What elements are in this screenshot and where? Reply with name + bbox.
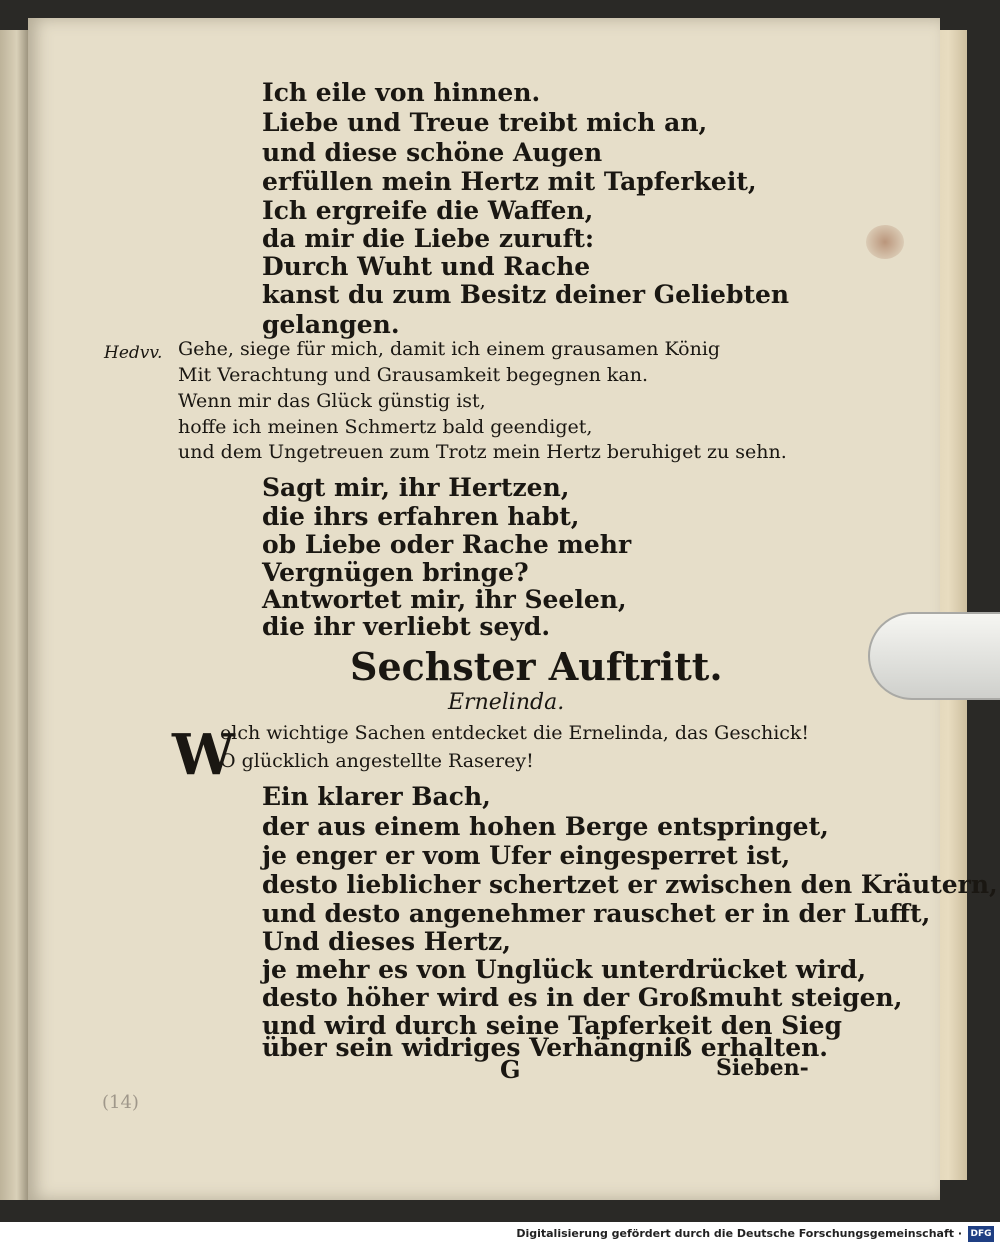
verse-line: je enger er vom Ufer eingesperret ist,: [262, 841, 791, 870]
verse-line: die ihrs erfahren habt,: [262, 502, 580, 531]
verse-line: und wird durch seine Tapferkeit den Sieg: [262, 1011, 843, 1040]
left-page-edge: [0, 30, 28, 1200]
verse-line: über sein widriges Verhängniß erhalten.: [262, 1033, 828, 1062]
speaker-label: Hedvv.: [104, 343, 163, 363]
verse-line: kanst du zum Besitz deiner Geliebten: [262, 280, 790, 309]
speech-line: elch wichtige Sachen entdecket die Ernelinda, das Geschick!: [220, 722, 810, 744]
verse-line: desto lieblicher schertzet er zwischen den Kräutern,: [262, 870, 998, 899]
speech-line: und dem Ungetreuen zum Trotz mein Hertz beruhiget zu sehn.: [178, 441, 787, 463]
catchword: Sieben-: [716, 1055, 809, 1081]
verse-line: Ich ergreife die Waffen,: [262, 196, 594, 225]
verse-line: Antwortet mir, ihr Seelen,: [262, 585, 627, 614]
speech-line: Gehe, siege für mich, damit ich einem grausamen König: [178, 338, 721, 360]
drop-cap: W: [172, 722, 235, 788]
signature-mark: G: [500, 1055, 521, 1084]
verse-line: Durch Wuht und Rache: [262, 252, 591, 281]
verse-line: Liebe und Treue treibt mich an,: [262, 108, 708, 137]
speech-line: Mit Verachtung und Grausamkeit begegnen kan.: [178, 364, 648, 386]
verse-line: Ich eile von hinnen.: [262, 78, 541, 107]
verse-line: erfüllen mein Hertz mit Tapferkeit,: [262, 167, 757, 196]
page-stain: [866, 225, 904, 259]
verse-line: desto höher wird es in der Großmuht steigen,: [262, 983, 903, 1012]
pencil-note: (14): [102, 1092, 139, 1113]
scene-speaker: Ernelinda.: [448, 690, 565, 715]
verse-line: die ihr verliebt seyd.: [262, 612, 551, 641]
verse-line: Ein klarer Bach,: [262, 782, 491, 811]
verse-line: der aus einem hohen Berge entspringet,: [262, 812, 829, 841]
verse-line: gelangen.: [262, 310, 400, 339]
verse-line: und desto angenehmer rauschet er in der Lufft,: [262, 899, 931, 928]
speech-line: O glücklich angestellte Raserey!: [220, 750, 534, 772]
page-clip: [868, 612, 1000, 700]
verse-line: da mir die Liebe zuruft:: [262, 224, 595, 253]
speech-line: hoffe ich meinen Schmertz bald geendiget,: [178, 416, 593, 438]
dfg-logo-icon: DFG: [968, 1226, 994, 1242]
footer-credit: Digitalisierung gefördert durch die Deutsche Forschungsgemeinschaft ·: [516, 1227, 962, 1240]
verse-line: Vergnügen bringe?: [262, 558, 529, 587]
scene-title: Sechster Auftritt.: [350, 644, 723, 689]
footer-bar: [0, 1222, 1000, 1247]
verse-line: und diese schöne Augen: [262, 138, 603, 167]
verse-line: Sagt mir, ihr Hertzen,: [262, 473, 570, 502]
verse-line: je mehr es von Unglück unterdrücket wird,: [262, 955, 867, 984]
verse-line: ob Liebe oder Rache mehr: [262, 530, 632, 559]
speech-line: Wenn mir das Glück günstig ist,: [178, 390, 486, 412]
verse-line: Und dieses Hertz,: [262, 927, 511, 956]
